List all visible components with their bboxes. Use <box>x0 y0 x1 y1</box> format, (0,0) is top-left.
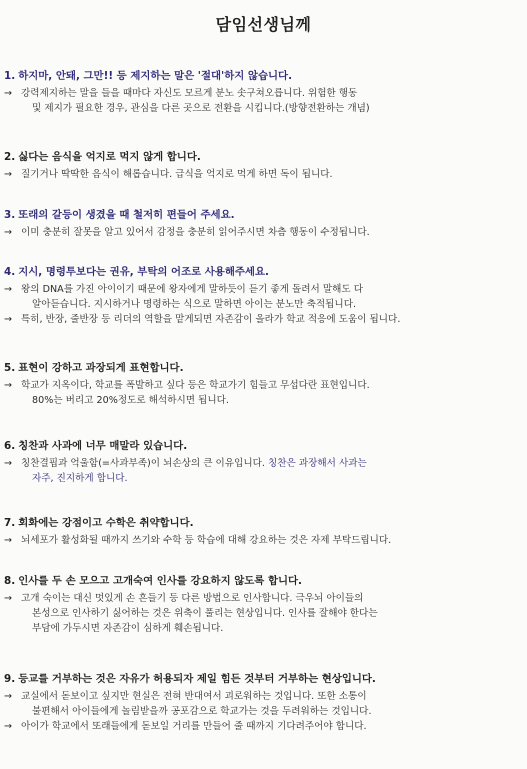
detail-text-highlight: 자주, 진지하게 합니다. <box>32 473 128 484</box>
arrow-icon: → <box>4 721 13 732</box>
item-number: 5. <box>4 362 16 374</box>
detail-text: 아이가 학교에서 또래들에게 돋보일 거리를 만들어 줄 때까지 기다려주어야 합니다. <box>21 721 367 732</box>
list-item <box>0 670 527 734</box>
item-detail-line <box>4 689 527 704</box>
item-heading-text: 또래의 갈등이 생겼을 때 철저히 편들어 주세요. <box>18 209 235 221</box>
detail-text: 질기거나 딱딱한 음식이 해롭습니다. 급식을 억지로 먹게 하면 독이 됩니다. <box>21 169 333 180</box>
item-detail-line <box>4 312 527 327</box>
detail-text: 학교가 지옥이다, 학교를 폭발하고 싶다 등은 학교가기 힘들고 무섭다란 표현입니다. <box>21 380 370 391</box>
item-detail-line <box>4 101 527 116</box>
item-heading <box>4 263 527 278</box>
arrow-icon: → <box>4 284 13 295</box>
item-number: 8. <box>4 575 16 587</box>
item-number: 3. <box>4 209 16 221</box>
item-number: 9. <box>4 673 16 685</box>
item-heading-text: 인사를 두 손 모으고 고개숙여 인사를 강요하지 않도록 합니다. <box>18 575 303 587</box>
arrow-icon: → <box>4 691 13 702</box>
item-detail-line <box>4 378 527 393</box>
page-title: 담임선생님께 <box>215 15 312 34</box>
arrow-icon: → <box>4 380 13 391</box>
item-heading-text: 하지마, 안돼, 그만!! 등 제지하는 말은 '절대'하지 않습니다. <box>18 70 293 82</box>
detail-text: 교실에서 돋보이고 싶지만 현실은 전혀 반대여서 괴로워하는 것입니다. 또한 소통이 <box>21 691 367 702</box>
arrow-icon: → <box>4 88 13 99</box>
item-detail-line <box>4 393 527 408</box>
detail-text-highlight: 칭찬은 과장해서 사과는 <box>264 458 367 469</box>
item-number: 7. <box>4 517 16 529</box>
list-item <box>0 514 527 548</box>
detail-text: 강력제지하는 말을 들을 때마다 자신도 모르게 분노 솟구쳐오릅니다. 위험한 행동 <box>21 88 358 99</box>
detail-text: 고개 숙이는 대신 멋있게 손 흔들기 등 다른 방법으로 인사합니다. 극우뇌 아이들의 <box>21 593 364 604</box>
item-heading <box>4 437 527 452</box>
item-detail-line <box>4 606 527 621</box>
item-heading-text: 싫다는 음식을 억지로 먹지 않게 합니다. <box>18 151 201 163</box>
item-heading <box>4 572 527 587</box>
list-item <box>0 437 527 486</box>
item-detail-line <box>4 704 527 719</box>
detail-text: 부담에 가두시면 자존감이 심하게 훼손됩니다. <box>32 623 224 634</box>
item-detail-line <box>4 456 527 471</box>
arrow-icon: → <box>4 169 13 180</box>
arrow-icon: → <box>4 458 13 469</box>
item-heading <box>4 206 527 221</box>
item-detail-line <box>4 225 527 240</box>
item-heading <box>4 670 527 685</box>
list-item <box>0 148 527 182</box>
item-number: 4. <box>4 266 16 278</box>
item-heading <box>4 148 527 163</box>
item-detail-line <box>4 282 527 297</box>
item-heading-text: 칭찬과 사과에 너무 매말라 있습니다. <box>18 440 188 452</box>
list-item <box>0 206 527 240</box>
item-detail-line <box>4 621 527 636</box>
item-detail-line <box>4 86 527 101</box>
item-heading <box>4 67 527 82</box>
item-heading-text: 지시, 명령투보다는 권유, 부탁의 어조로 사용해주세요. <box>18 266 269 278</box>
list-item <box>0 67 527 116</box>
arrow-icon: → <box>4 314 13 325</box>
item-number: 2. <box>4 151 16 163</box>
item-detail-line <box>4 297 527 312</box>
item-heading-text: 표현이 강하고 과장되게 표현합니다. <box>18 362 184 374</box>
item-heading-text: 등교를 거부하는 것은 자유가 허용되자 제일 힘든 것부터 거부하는 현상입니다. <box>18 673 376 685</box>
item-heading-text: 회화에는 강점이고 수학은 취약합니다. <box>18 517 194 529</box>
arrow-icon: → <box>4 227 13 238</box>
item-number: 1. <box>4 70 16 82</box>
item-detail-line <box>4 591 527 606</box>
detail-text: 이미 충분히 잘못을 알고 있어서 감정을 충분히 읽어주시면 차츰 행동이 수정됩니다. <box>21 227 370 238</box>
item-heading <box>4 514 527 529</box>
detail-text: 뇌세포가 활성화될 때까지 쓰기와 수학 등 학습에 대해 강요하는 것은 자제 부탁드립니다. <box>21 535 392 546</box>
detail-text: 본성으로 인사하기 싫어하는 것은 위축이 풀리는 현상입니다. 인사를 잘해야 한다는 <box>32 608 378 619</box>
detail-text: 특히, 반장, 줄반장 등 리더의 역할을 맡게되면 자존감이 올라가 학교 적응에 도움이 됩니다. <box>21 314 401 325</box>
detail-text: 80%는 버리고 20%정도로 해석하시면 됩니다. <box>32 395 229 406</box>
item-detail-line <box>4 533 527 548</box>
arrow-icon: → <box>4 593 13 604</box>
detail-text: 왕의 DNA를 가진 아이이기 때문에 왕자에게 말하듯이 듣기 좋게 돌려서 말해도 다 <box>21 284 363 295</box>
item-detail-line <box>4 471 527 486</box>
item-detail-line <box>4 167 527 182</box>
detail-text: 칭찬결핍과 억울함(=사과부족)이 뇌손상의 큰 이유입니다. <box>21 458 265 469</box>
list-item <box>0 572 527 636</box>
detail-text: 및 제지가 필요한 경우, 관심을 다른 곳으로 전환을 시킵니다.(방향전환하는 개념) <box>32 103 370 114</box>
list-item <box>0 263 527 327</box>
item-heading <box>4 359 527 374</box>
item-number: 6. <box>4 440 16 452</box>
detail-text: 알아듣습니다. 지시하거나 명령하는 식으로 말하면 아이는 분노만 축적됩니다. <box>32 299 357 310</box>
item-detail-line <box>4 719 527 734</box>
detail-text: 불편해서 아이들에게 놀림받을까 공포감으로 학교가는 것을 두려워하는 것입니다. <box>32 706 372 717</box>
arrow-icon: → <box>4 535 13 546</box>
list-item <box>0 359 527 408</box>
